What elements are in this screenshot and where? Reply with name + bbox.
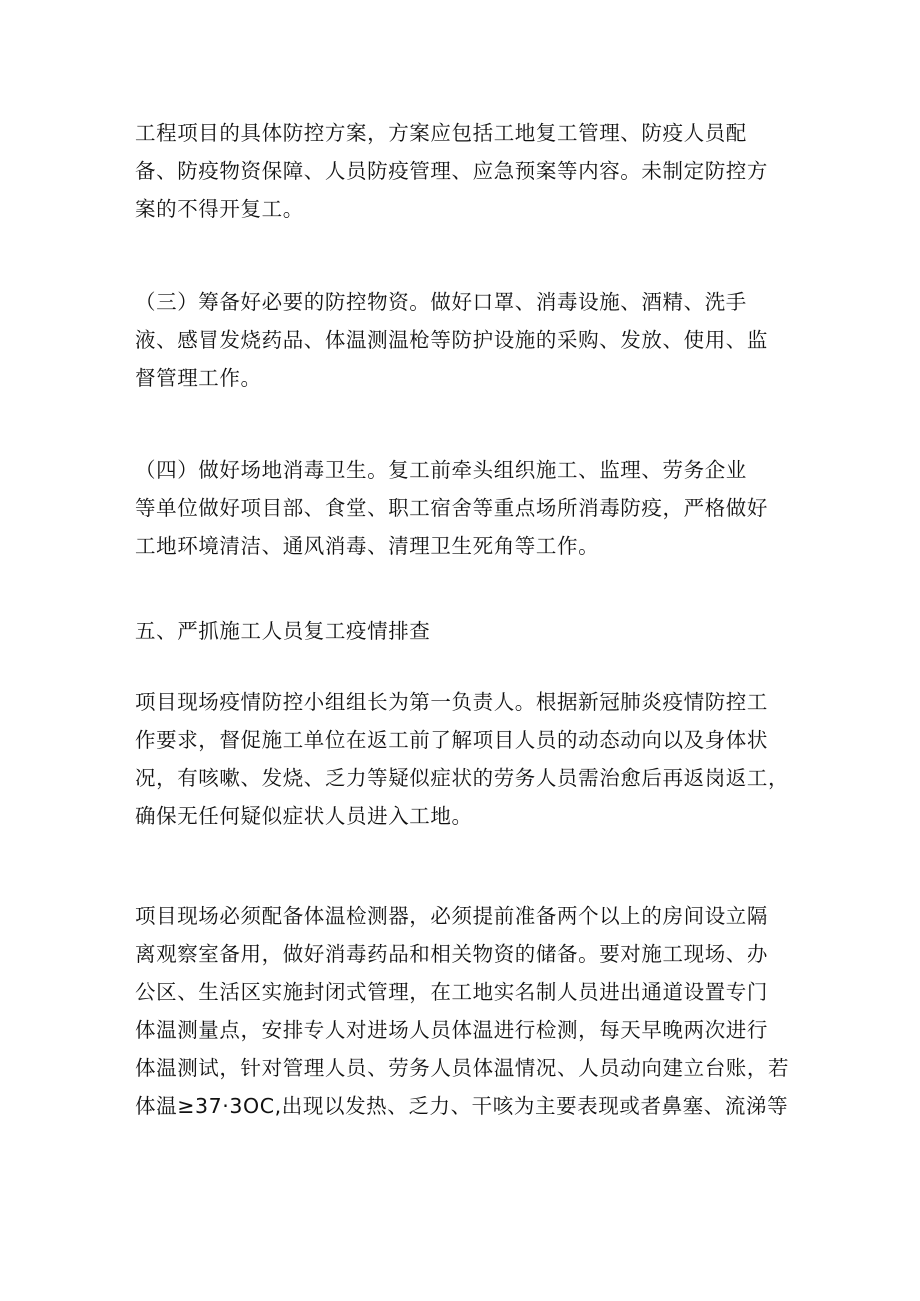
text-line: 备、防疫物资保障、人员防疫管理、应急预案等内容。未制定防控方 — [135, 159, 768, 183]
text-line: 体温测试，针对管理人员、劳务人员体温情况、人员动向建立台账，若 — [135, 1056, 790, 1080]
heading-section-5 — [135, 612, 815, 650]
text-line: 体温≥37·3OC,出现以发热、乏力、干咳为主要表现或者鼻塞、流涕等 — [135, 1094, 789, 1118]
paragraph-section-3 — [135, 283, 815, 397]
paragraph-responsibility — [135, 683, 815, 835]
text-line: 工地环境清洁、通风消毒、清理卫生死角等工作。 — [135, 534, 600, 558]
paragraph-plan-content — [135, 114, 815, 228]
paragraph-equipment — [135, 897, 815, 1125]
text-line: （四）做好场地消毒卫生。复工前牵头组织施工、监理、劳务企业 — [135, 458, 747, 482]
text-line: 确保无任何疑似症状人员进入工地。 — [135, 804, 473, 828]
text-line: 项目现场必须配备体温检测器，必须提前准备两个以上的房间设立隔 — [135, 904, 768, 928]
text-line: 工程项目的具体防控方案，方案应包括工地复工管理、防疫人员配 — [135, 121, 747, 145]
text-line: 督管理工作。 — [135, 366, 262, 390]
text-line: 离观察室备用，做好消毒药品和相关物资的储备。要对施工现场、办 — [135, 942, 768, 966]
section-heading: 五、严抓施工人员复工疫情排查 — [135, 619, 431, 643]
text-line: （三）筹备好必要的防控物资。做好口罩、消毒设施、酒精、洗手 — [135, 290, 747, 314]
text-line: 项目现场疫情防控小组组长为第一负责人。根据新冠肺炎疫情防控工 — [135, 690, 768, 714]
text-line: 况，有咳嗽、发烧、乏力等疑似症状的劳务人员需治愈后再返岗返工， — [135, 766, 790, 790]
text-line: 等单位做好项目部、食堂、职工宿舍等重点场所消毒防疫，严格做好 — [135, 496, 768, 520]
text-line: 体温测量点，安排专人对进场人员体温进行检测，每天早晚两次进行 — [135, 1018, 768, 1042]
text-line: 作要求，督促施工单位在返工前了解项目人员的动态动向以及身体状 — [135, 728, 768, 752]
text-line: 公区、生活区实施封闭式管理，在工地实名制人员进出通道设置专门 — [135, 980, 768, 1004]
paragraph-section-4 — [135, 451, 815, 565]
text-line: 液、感冒发烧药品、体温测温枪等防护设施的采购、发放、使用、监 — [135, 328, 768, 352]
text-line: 案的不得开复工。 — [135, 197, 304, 221]
